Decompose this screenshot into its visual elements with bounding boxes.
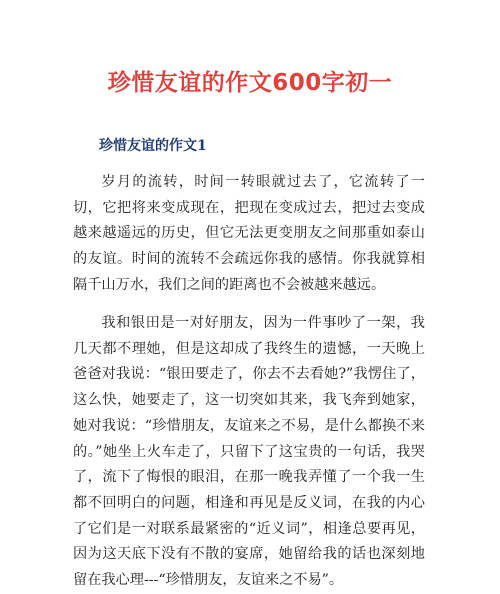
page-title: 珍惜友谊的作文600字初一 [107,70,393,96]
paragraph-1: 岁月的流转，时间一转眼就过去了，它流转了一切，它把将来变成现在，把现在变成过去，把过去变成越来越遥远的历史，但它无法更变朋友之间那重如泰山的友谊。时间的流转不会疏远你我的感情。你我就算相隔千山万水，我们之间的距离也不会被越来越远。 [73,174,425,293]
paragraph-2: 我和银田是一对好朋友，因为一件事吵了一架，我几天都不理她，但是这却成了我终生的遗憾，一天晚上爸爸对我说：“银田要走了，你去不去看她?”我愣住了，这么快，她要走了，这一切突如其来，我飞奔到她家，她对我说：“珍惜朋友，友谊来之不易，是什么都换不来的。”她坐上火车走了，只留下了这宝贵的一句话，我哭了，流下了悔恨的眼泪，在那一晚我弄懂了一个我一生都不回明白的问题，相逢和再见是反义词，在我的内心了它们是一对联系最紧密的“近义词”，相逢总要再见，因为这天底下没有不散的宴席，她留给我的话也深刻地留在我心理---“珍惜朋友，友谊来之不易”。 [73,315,425,589]
section-heading: 珍惜友谊的作文1 [99,138,207,154]
